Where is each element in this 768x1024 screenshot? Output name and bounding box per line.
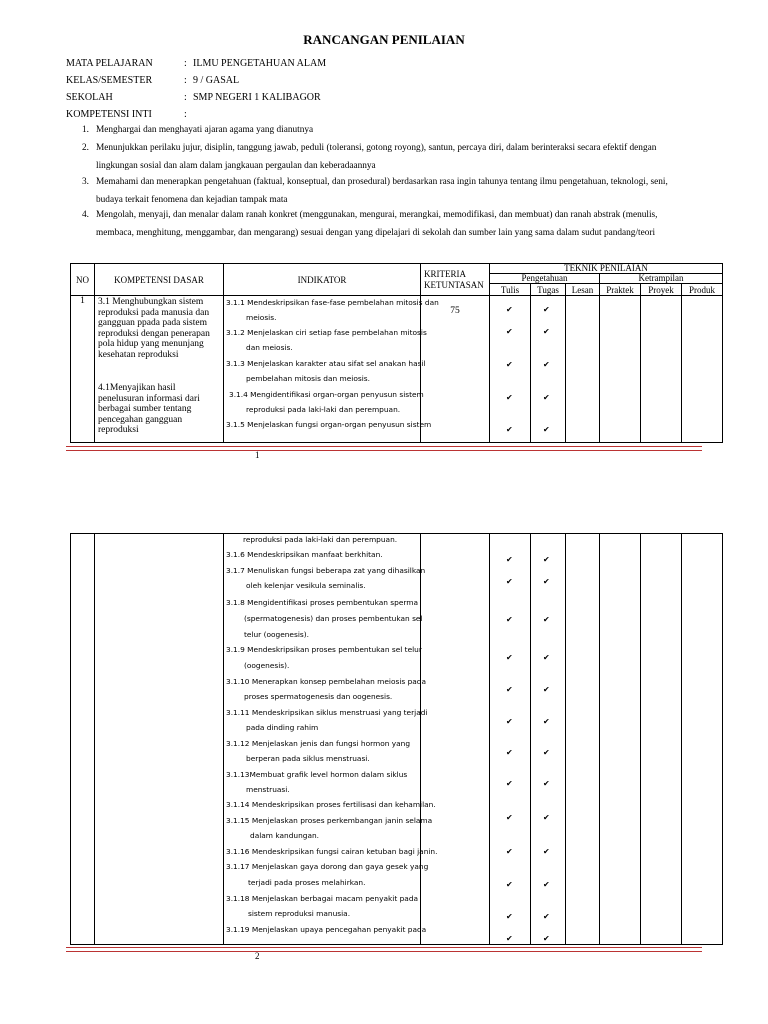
check-icon: ✔ bbox=[506, 425, 513, 434]
check-icon: ✔ bbox=[543, 934, 550, 943]
check-icon: ✔ bbox=[506, 555, 513, 564]
check-icon: ✔ bbox=[543, 327, 550, 336]
indicator-line: meiosis. bbox=[246, 313, 277, 322]
indicator-line: berperan pada siklus menstruasi. bbox=[246, 754, 370, 763]
indicator-line: reproduksi pada laki-laki dan perempuan. bbox=[243, 535, 398, 544]
indicator-line: 3.1.3 Menjelaskan karakter atau sifat sel anakan hasil bbox=[226, 359, 426, 368]
check-icon: ✔ bbox=[506, 615, 513, 624]
indicator-line: 3.1.4 Mengidentifikasi organ-organ penyusun sistem bbox=[229, 390, 424, 399]
ki-line: Menghargai dan menghayati ajaran agama yang dianutnya bbox=[96, 125, 314, 135]
check-icon: ✔ bbox=[506, 748, 513, 757]
info-separator: : bbox=[184, 109, 187, 120]
tulis-cell bbox=[490, 296, 531, 443]
kd-cell bbox=[95, 296, 224, 443]
ki-number: 4. bbox=[82, 210, 89, 220]
header-kriteria-line: KETUNTASAN bbox=[424, 279, 484, 290]
check-icon: ✔ bbox=[506, 327, 513, 336]
ki-number: 3. bbox=[82, 177, 89, 187]
info-separator: : bbox=[184, 92, 187, 103]
check-icon: ✔ bbox=[543, 577, 550, 586]
ki-line: budaya terkait fenomena dan kejadian tampak mata bbox=[96, 194, 288, 205]
check-icon: ✔ bbox=[506, 934, 513, 943]
indicator-line: 3.1.2 Menjelaskan ciri setiap fase pembelahan mitosis bbox=[226, 328, 427, 337]
check-icon: ✔ bbox=[543, 847, 550, 856]
info-label: KOMPETENSI INTI bbox=[66, 109, 152, 120]
info-separator: : bbox=[184, 58, 187, 69]
indicator-line: (oogenesis). bbox=[244, 661, 290, 670]
kriteria-cell bbox=[421, 534, 490, 945]
header-praktek: Praktek bbox=[600, 284, 641, 296]
page-break-line bbox=[66, 446, 702, 451]
info-value: ILMU PENGETAHUAN ALAM bbox=[193, 58, 327, 69]
check-icon: ✔ bbox=[543, 912, 550, 921]
indicator-line: 3.1.9 Mendeskripsikan proses pembentukan sel telur bbox=[226, 645, 422, 654]
ki-line: lingkungan sosial dan alam dalam jangkauan pergaulan dan keberadaannya bbox=[96, 160, 376, 171]
indicator-line: 3.1.19 Menjelaskan upaya pencegahan penyakit pada bbox=[226, 925, 427, 934]
ki-item-2 bbox=[82, 140, 706, 175]
proyek-cell bbox=[641, 296, 682, 443]
check-icon: ✔ bbox=[506, 685, 513, 694]
produk-cell bbox=[682, 534, 723, 945]
page-number: 2 bbox=[255, 951, 260, 961]
header-teknik-penilaian: TEKNIK PENILAIAN bbox=[490, 264, 723, 274]
tugas-cell bbox=[531, 296, 566, 443]
check-icon: ✔ bbox=[506, 360, 513, 369]
ki-item-4 bbox=[82, 207, 706, 242]
indicator-line: 3.1.16 Mendeskripsikan fungsi cairan ketuban bagi janin. bbox=[226, 847, 438, 856]
ki-line: Menunjukkan perilaku jujur, disiplin, tanggung jawab, peduli (toleransi, gotong royong), santun, percaya diri, dalam berinteraksi secara efektif dengan bbox=[96, 143, 657, 153]
kd-4-1: 4.1Menyajikan hasil penelusuran informasi dari berbagai sumber tentang pencegahan gangguan reproduksi bbox=[98, 383, 200, 435]
check-icon: ✔ bbox=[506, 653, 513, 662]
indicator-line: terjadi pada proses melahirkan. bbox=[248, 878, 366, 887]
praktek-cell bbox=[600, 296, 641, 443]
check-icon: ✔ bbox=[543, 425, 550, 434]
check-icon: ✔ bbox=[506, 847, 513, 856]
header-produk: Produk bbox=[682, 284, 723, 296]
check-icon: ✔ bbox=[543, 717, 550, 726]
check-icon: ✔ bbox=[543, 615, 550, 624]
indicator-line: dan meiosis. bbox=[246, 343, 293, 352]
ki-item-1 bbox=[82, 122, 706, 140]
info-label: SEKOLAH bbox=[66, 92, 113, 103]
check-icon: ✔ bbox=[506, 305, 513, 314]
indicator-line: 3.1.18 Menjelaskan berbagai macam penyakit pada bbox=[226, 894, 419, 903]
assessment-table-page1 bbox=[70, 263, 723, 443]
ki-line: membaca, menghitung, menggambar, dan mengarang) sesuai dengan yang dipelajari di sekolah dan sumber lain yang sama dalam sudut pandang/teori bbox=[96, 227, 656, 238]
indicator-line: pembelahan mitosis dan meiosis. bbox=[246, 374, 370, 383]
page-number: 1 bbox=[255, 450, 260, 460]
indicator-line: telur (oogenesis). bbox=[244, 630, 309, 639]
check-icon: ✔ bbox=[506, 813, 513, 822]
indicator-line: dalam kandungan. bbox=[250, 831, 320, 840]
info-label: MATA PELAJARAN bbox=[66, 58, 153, 69]
ki-number: 2. bbox=[82, 143, 89, 153]
indicator-line: oleh kelenjar vesikula seminalis. bbox=[246, 581, 366, 590]
info-label: KELAS/SEMESTER bbox=[66, 75, 153, 86]
indicator-line: 3.1.14 Mendeskripsikan proses fertilisasi dan kehamilan. bbox=[226, 800, 436, 809]
indicator-line: 3.1.1 Mendeskripsikan fase-fase pembelahan mitosis dan bbox=[226, 298, 439, 307]
check-icon: ✔ bbox=[506, 912, 513, 921]
check-icon: ✔ bbox=[543, 653, 550, 662]
check-icon: ✔ bbox=[543, 880, 550, 889]
indicator-line: 3.1.15 Menjelaskan proses perkembangan janin selama bbox=[226, 816, 433, 825]
header-kriteria-line: KRITERIA bbox=[424, 268, 466, 279]
praktek-cell bbox=[600, 534, 641, 945]
header-lesan: Lesan bbox=[566, 284, 600, 296]
indicator-line: 3.1.11 Mendeskripsikan siklus menstruasi yang terjadi bbox=[226, 708, 428, 717]
indicator-line: menstruasi. bbox=[246, 785, 290, 794]
info-value: SMP NEGERI 1 KALIBAGOR bbox=[193, 92, 321, 103]
header-kriteria bbox=[421, 264, 490, 296]
check-icon: ✔ bbox=[506, 779, 513, 788]
page-break-line bbox=[66, 947, 702, 952]
no-cell bbox=[71, 534, 95, 945]
check-icon: ✔ bbox=[543, 779, 550, 788]
indicator-line: 3.1.7 Menuliskan fungsi beberapa zat yang dihasilkan bbox=[226, 566, 426, 575]
check-icon: ✔ bbox=[543, 305, 550, 314]
indicator-line: reproduksi pada laki-laki dan perempuan. bbox=[246, 405, 401, 414]
kd-3-1: 3.1 Menghubungkan sistem reproduksi pada manusia dan gangguan ppada pada sistem reproduksi dengan penerapan pola hidup yang menunjang kesehatan reproduksi bbox=[98, 297, 210, 360]
indicator-line: 3.1.12 Menjelaskan jenis dan fungsi hormon yang bbox=[226, 739, 411, 748]
indicator-line: 3.1.6 Mendeskripsikan manfaat berkhitan. bbox=[226, 550, 383, 559]
ki-item-3 bbox=[82, 174, 706, 209]
header-tulis: Tulis bbox=[490, 284, 531, 296]
check-icon: ✔ bbox=[543, 748, 550, 757]
indicator-line: (spermatogenesis) dan proses pembentukan sel bbox=[244, 614, 423, 623]
indicator-line: 3.1.5 Menjelaskan fungsi organ-organ penyusun sistem bbox=[226, 420, 432, 429]
header-proyek: Proyek bbox=[641, 284, 682, 296]
lesan-cell bbox=[566, 534, 600, 945]
ki-line: Mengolah, menyaji, dan menalar dalam ranah konkret (menggunakan, mengurai, merangkai, memodifikasi, dan membuat) dan ranah abstrak (menulis, bbox=[96, 210, 658, 220]
header-pengetahuan: Pengetahuan bbox=[490, 274, 600, 284]
check-icon: ✔ bbox=[506, 717, 513, 726]
indicator-line: 3.1.8 Mengidentifikasi proses pembentukan sperma bbox=[226, 598, 419, 607]
page-title: RANCANGAN PENILAIAN bbox=[303, 32, 465, 47]
info-separator: : bbox=[184, 75, 187, 86]
indicator-line: 3.1.17 Menjelaskan gaya dorong dan gaya gesek yang bbox=[226, 862, 429, 871]
info-value: 9 / GASAL bbox=[193, 75, 240, 86]
check-icon: ✔ bbox=[543, 555, 550, 564]
header-ketrampilan: Ketrampilan bbox=[600, 274, 723, 284]
produk-cell bbox=[682, 296, 723, 443]
check-icon: ✔ bbox=[543, 685, 550, 694]
check-icon: ✔ bbox=[506, 393, 513, 402]
check-icon: ✔ bbox=[506, 880, 513, 889]
lesan-cell bbox=[566, 296, 600, 443]
ki-number: 1. bbox=[82, 125, 89, 135]
indicator-line: 3.1.13Membuat grafik level hormon dalam siklus bbox=[226, 770, 408, 779]
indicator-line: pada dinding rahim bbox=[246, 723, 319, 732]
check-icon: ✔ bbox=[543, 360, 550, 369]
kd-cell bbox=[95, 534, 224, 945]
check-icon: ✔ bbox=[543, 813, 550, 822]
row-number: 1 bbox=[71, 296, 95, 443]
indicator-line: 3.1.10 Menerapkan konsep pembelahan meiosis pada bbox=[226, 677, 427, 686]
ki-line: Memahami dan menerapkan pengetahuan (faktual, konseptual, dan prosedural) berdasarkan rasa ingin tahunya tentang ilmu pengetahuan, teknologi, seni, bbox=[96, 177, 668, 187]
indicator-line: proses spermatogenesis dan oogenesis. bbox=[244, 692, 393, 701]
header-no: NO bbox=[71, 264, 95, 296]
header-tugas: Tugas bbox=[531, 284, 566, 296]
indicator-line: sistem reproduksi manusia. bbox=[248, 909, 351, 918]
check-icon: ✔ bbox=[506, 577, 513, 586]
proyek-cell bbox=[641, 534, 682, 945]
header-indikator: INDIKATOR bbox=[224, 264, 421, 296]
header-kompetensi-dasar: KOMPETENSI DASAR bbox=[95, 264, 224, 296]
check-icon: ✔ bbox=[543, 393, 550, 402]
kriteria-value: 75 bbox=[421, 296, 490, 443]
